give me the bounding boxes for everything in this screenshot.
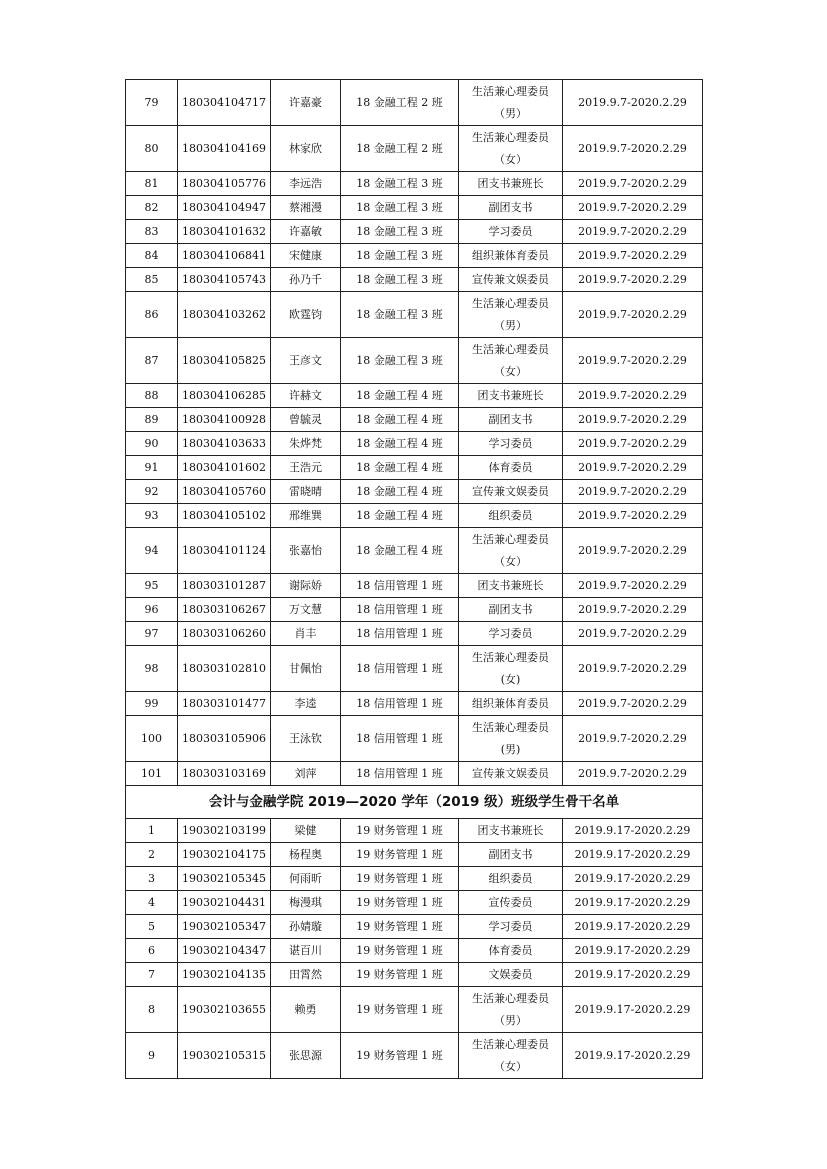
student-id-cell: 190302104135: [178, 963, 271, 987]
role-line: 学习委员: [488, 626, 533, 640]
table-row: [126, 480, 703, 504]
table-row: [126, 867, 703, 891]
role-line: （女）: [494, 152, 527, 166]
student-name-cell: 肖丰: [271, 622, 341, 646]
role-line: （女）: [494, 364, 527, 378]
term-cell: 2019.9.7-2020.2.29: [563, 622, 703, 646]
role-line: 宣传兼文娱委员: [472, 766, 549, 780]
table-row: [126, 196, 703, 220]
role-line: 生活兼心理委员: [472, 130, 549, 144]
student-name-cell: 宋健康: [271, 244, 341, 268]
term-cell: 2019.9.7-2020.2.29: [563, 528, 703, 574]
table-row: [126, 268, 703, 292]
section-title: 会计与金融学院 2019—2020 学年（2019 级）班级学生骨干名单: [126, 786, 703, 819]
row-number-cell: 4: [126, 891, 178, 915]
row-number-cell: 7: [126, 963, 178, 987]
table-row: [126, 622, 703, 646]
student-name-cell: 杨程奥: [271, 843, 341, 867]
student-id-cell: 190302105345: [178, 867, 271, 891]
student-id-cell: 190302104347: [178, 939, 271, 963]
role-cell: [459, 987, 563, 1033]
table-row: [126, 220, 703, 244]
student-id-cell: 180304101602: [178, 456, 271, 480]
class-name-cell: 18 金融工程 4 班: [341, 504, 459, 528]
student-name-cell: 朱烨梵: [271, 432, 341, 456]
table-row: [126, 1033, 703, 1079]
student-name-cell: 梁健: [271, 819, 341, 843]
row-number-cell: 86: [126, 292, 178, 338]
table-row: [126, 80, 703, 126]
term-cell: 2019.9.7-2020.2.29: [563, 408, 703, 432]
role-line: 团支书兼班长: [477, 578, 544, 592]
role-cell: [459, 598, 563, 622]
class-name-cell: 19 财务管理 1 班: [341, 915, 459, 939]
role-line: 副团支书: [488, 847, 533, 861]
term-cell: 2019.9.7-2020.2.29: [563, 338, 703, 384]
class-name-cell: 18 金融工程 4 班: [341, 528, 459, 574]
role-line: 生活兼心理委员: [472, 342, 549, 356]
role-cell: [459, 692, 563, 716]
class-name-cell: 18 信用管理 1 班: [341, 574, 459, 598]
table-row: [126, 504, 703, 528]
role-line: 宣传兼文娱委员: [472, 272, 549, 286]
row-number-cell: 3: [126, 867, 178, 891]
student-id-cell: 190302104431: [178, 891, 271, 915]
row-number-cell: 98: [126, 646, 178, 692]
class-name-cell: 19 财务管理 1 班: [341, 867, 459, 891]
role-cell: [459, 80, 563, 126]
role-line: 生活兼心理委员: [472, 1037, 549, 1051]
role-cell: [459, 646, 563, 692]
role-cell: [459, 456, 563, 480]
student-name-cell: 王彦文: [271, 338, 341, 384]
table-row: [126, 338, 703, 384]
term-cell: 2019.9.7-2020.2.29: [563, 716, 703, 762]
role-line: 副团支书: [488, 412, 533, 426]
row-number-cell: 82: [126, 196, 178, 220]
role-line: 生活兼心理委员: [472, 84, 549, 98]
role-cell: [459, 504, 563, 528]
student-id-cell: 180303106267: [178, 598, 271, 622]
row-number-cell: 83: [126, 220, 178, 244]
role-line: 宣传兼文娱委员: [472, 484, 549, 498]
role-line: 副团支书: [488, 602, 533, 616]
student-name-cell: 李远浩: [271, 172, 341, 196]
student-leaders-table: [125, 79, 703, 1079]
class-name-cell: 18 金融工程 4 班: [341, 432, 459, 456]
role-cell: [459, 1033, 563, 1079]
student-name-cell: 蔡湘漫: [271, 196, 341, 220]
role-cell: [459, 244, 563, 268]
student-id-cell: 190302103199: [178, 819, 271, 843]
row-number-cell: 94: [126, 528, 178, 574]
table-body-section: [126, 786, 703, 819]
table-row: [126, 432, 703, 456]
row-number-cell: 97: [126, 622, 178, 646]
student-id-cell: 180304105102: [178, 504, 271, 528]
role-line: （男）: [494, 106, 527, 120]
table-row: [126, 762, 703, 786]
row-number-cell: 85: [126, 268, 178, 292]
student-name-cell: 万文慧: [271, 598, 341, 622]
student-name-cell: 甘佩怡: [271, 646, 341, 692]
role-line: 宣传委员: [488, 895, 533, 909]
term-cell: 2019.9.17-2020.2.29: [563, 891, 703, 915]
class-name-cell: 18 金融工程 3 班: [341, 196, 459, 220]
class-name-cell: 18 金融工程 3 班: [341, 244, 459, 268]
role-cell: [459, 408, 563, 432]
student-id-cell: 180304105825: [178, 338, 271, 384]
role-line: 组织委员: [488, 871, 533, 885]
student-id-cell: 190302105347: [178, 915, 271, 939]
term-cell: 2019.9.7-2020.2.29: [563, 220, 703, 244]
class-name-cell: 19 财务管理 1 班: [341, 891, 459, 915]
row-number-cell: 96: [126, 598, 178, 622]
role-cell: [459, 963, 563, 987]
student-id-cell: 180304105776: [178, 172, 271, 196]
role-cell: [459, 126, 563, 172]
row-number-cell: 89: [126, 408, 178, 432]
table-row: [126, 716, 703, 762]
row-number-cell: 95: [126, 574, 178, 598]
role-line: 生活兼心理委员: [472, 720, 549, 734]
student-name-cell: 刘萍: [271, 762, 341, 786]
table-row: [126, 692, 703, 716]
student-name-cell: 许赫文: [271, 384, 341, 408]
role-cell: [459, 915, 563, 939]
student-name-cell: 孙乃千: [271, 268, 341, 292]
term-cell: 2019.9.17-2020.2.29: [563, 939, 703, 963]
class-name-cell: 18 金融工程 4 班: [341, 456, 459, 480]
student-name-cell: 何雨昕: [271, 867, 341, 891]
class-name-cell: 18 金融工程 2 班: [341, 80, 459, 126]
class-name-cell: 18 金融工程 4 班: [341, 384, 459, 408]
term-cell: 2019.9.7-2020.2.29: [563, 574, 703, 598]
term-cell: 2019.9.17-2020.2.29: [563, 915, 703, 939]
class-name-cell: 18 金融工程 4 班: [341, 408, 459, 432]
role-line: 学习委员: [488, 919, 533, 933]
table-row: [126, 244, 703, 268]
class-name-cell: 18 金融工程 3 班: [341, 172, 459, 196]
role-line: （女）: [494, 554, 527, 568]
role-line: 文娱委员: [488, 967, 533, 981]
role-cell: [459, 292, 563, 338]
student-name-cell: 梅漫琪: [271, 891, 341, 915]
student-id-cell: 180304101632: [178, 220, 271, 244]
class-name-cell: 18 信用管理 1 班: [341, 762, 459, 786]
student-name-cell: 赖勇: [271, 987, 341, 1033]
row-number-cell: 88: [126, 384, 178, 408]
term-cell: 2019.9.17-2020.2.29: [563, 819, 703, 843]
row-number-cell: 91: [126, 456, 178, 480]
table-row: [126, 843, 703, 867]
role-line: 副团支书: [488, 200, 533, 214]
student-id-cell: 180304104947: [178, 196, 271, 220]
role-cell: [459, 220, 563, 244]
class-name-cell: 18 金融工程 3 班: [341, 338, 459, 384]
role-line: 团支书兼班长: [477, 388, 544, 402]
term-cell: 2019.9.7-2020.2.29: [563, 384, 703, 408]
student-id-cell: 180304104717: [178, 80, 271, 126]
row-number-cell: 6: [126, 939, 178, 963]
table-row: [126, 963, 703, 987]
row-number-cell: 5: [126, 915, 178, 939]
class-name-cell: 18 金融工程 3 班: [341, 268, 459, 292]
class-name-cell: 18 金融工程 2 班: [341, 126, 459, 172]
table-row: [126, 292, 703, 338]
student-name-cell: 林家欣: [271, 126, 341, 172]
student-id-cell: 180303103169: [178, 762, 271, 786]
role-line: (女): [500, 672, 521, 686]
role-cell: [459, 762, 563, 786]
row-number-cell: 8: [126, 987, 178, 1033]
role-line: （男）: [494, 318, 527, 332]
role-cell: [459, 891, 563, 915]
row-number-cell: 81: [126, 172, 178, 196]
section-header-row: [126, 786, 703, 819]
class-name-cell: 19 财务管理 1 班: [341, 939, 459, 963]
table-row: [126, 891, 703, 915]
term-cell: 2019.9.17-2020.2.29: [563, 1033, 703, 1079]
student-name-cell: 许嘉豪: [271, 80, 341, 126]
row-number-cell: 90: [126, 432, 178, 456]
role-cell: [459, 268, 563, 292]
student-id-cell: 180304103633: [178, 432, 271, 456]
term-cell: 2019.9.7-2020.2.29: [563, 762, 703, 786]
row-number-cell: 1: [126, 819, 178, 843]
student-id-cell: 180303101287: [178, 574, 271, 598]
table-row: [126, 408, 703, 432]
term-cell: 2019.9.7-2020.2.29: [563, 598, 703, 622]
role-cell: [459, 819, 563, 843]
term-cell: 2019.9.17-2020.2.29: [563, 867, 703, 891]
role-cell: [459, 384, 563, 408]
table-row: [126, 384, 703, 408]
student-id-cell: 180304101124: [178, 528, 271, 574]
table-row: [126, 646, 703, 692]
student-id-cell: 190302103655: [178, 987, 271, 1033]
class-name-cell: 18 信用管理 1 班: [341, 716, 459, 762]
class-name-cell: 18 信用管理 1 班: [341, 598, 459, 622]
row-number-cell: 99: [126, 692, 178, 716]
role-line: 学习委员: [488, 224, 533, 238]
student-name-cell: 雷晓晴: [271, 480, 341, 504]
role-line: (男): [500, 742, 521, 756]
student-name-cell: 谌百川: [271, 939, 341, 963]
role-cell: [459, 574, 563, 598]
class-name-cell: 18 金融工程 3 班: [341, 292, 459, 338]
role-line: 生活兼心理委员: [472, 650, 549, 664]
table-body-2018: [126, 80, 703, 786]
class-name-cell: 19 财务管理 1 班: [341, 987, 459, 1033]
row-number-cell: 101: [126, 762, 178, 786]
term-cell: 2019.9.7-2020.2.29: [563, 268, 703, 292]
student-id-cell: 180304104169: [178, 126, 271, 172]
role-line: 体育委员: [488, 943, 533, 957]
row-number-cell: 87: [126, 338, 178, 384]
role-line: 生活兼心理委员: [472, 296, 549, 310]
student-name-cell: 谢际娇: [271, 574, 341, 598]
student-name-cell: 田霄然: [271, 963, 341, 987]
student-id-cell: 180304105760: [178, 480, 271, 504]
student-id-cell: 180304106285: [178, 384, 271, 408]
class-name-cell: 19 财务管理 1 班: [341, 963, 459, 987]
table-row: [126, 939, 703, 963]
role-cell: [459, 432, 563, 456]
student-name-cell: 李逵: [271, 692, 341, 716]
student-id-cell: 180303101477: [178, 692, 271, 716]
student-name-cell: 张思源: [271, 1033, 341, 1079]
student-name-cell: 孙婧璇: [271, 915, 341, 939]
term-cell: 2019.9.7-2020.2.29: [563, 196, 703, 220]
student-name-cell: 欧霆钧: [271, 292, 341, 338]
student-id-cell: 180304106841: [178, 244, 271, 268]
role-cell: [459, 172, 563, 196]
term-cell: 2019.9.7-2020.2.29: [563, 172, 703, 196]
student-id-cell: 180304100928: [178, 408, 271, 432]
role-line: 团支书兼班长: [477, 176, 544, 190]
table-row: [126, 987, 703, 1033]
student-name-cell: 邢维巽: [271, 504, 341, 528]
row-number-cell: 93: [126, 504, 178, 528]
term-cell: 2019.9.7-2020.2.29: [563, 646, 703, 692]
role-cell: [459, 867, 563, 891]
student-name-cell: 王泳钦: [271, 716, 341, 762]
role-line: 学习委员: [488, 436, 533, 450]
student-id-cell: 180303105906: [178, 716, 271, 762]
role-line: 生活兼心理委员: [472, 532, 549, 546]
role-line: （女）: [494, 1059, 527, 1073]
term-cell: 2019.9.17-2020.2.29: [563, 987, 703, 1033]
class-name-cell: 18 信用管理 1 班: [341, 622, 459, 646]
role-line: 生活兼心理委员: [472, 991, 549, 1005]
class-name-cell: 18 金融工程 4 班: [341, 480, 459, 504]
student-id-cell: 190302104175: [178, 843, 271, 867]
student-name-cell: 许嘉敏: [271, 220, 341, 244]
student-name-cell: 王浩元: [271, 456, 341, 480]
class-name-cell: 19 财务管理 1 班: [341, 819, 459, 843]
term-cell: 2019.9.7-2020.2.29: [563, 244, 703, 268]
row-number-cell: 79: [126, 80, 178, 126]
student-id-cell: 190302105315: [178, 1033, 271, 1079]
term-cell: 2019.9.7-2020.2.29: [563, 692, 703, 716]
student-name-cell: 张嘉怡: [271, 528, 341, 574]
role-cell: [459, 528, 563, 574]
student-id-cell: 180303106260: [178, 622, 271, 646]
role-cell: [459, 480, 563, 504]
class-name-cell: 18 金融工程 3 班: [341, 220, 459, 244]
table-row: [126, 126, 703, 172]
term-cell: 2019.9.7-2020.2.29: [563, 126, 703, 172]
role-cell: [459, 196, 563, 220]
role-line: 团支书兼班长: [477, 823, 544, 837]
term-cell: 2019.9.7-2020.2.29: [563, 292, 703, 338]
row-number-cell: 100: [126, 716, 178, 762]
table-row: [126, 456, 703, 480]
role-cell: [459, 939, 563, 963]
class-name-cell: 19 财务管理 1 班: [341, 1033, 459, 1079]
role-line: 体育委员: [488, 460, 533, 474]
class-name-cell: 18 信用管理 1 班: [341, 692, 459, 716]
row-number-cell: 84: [126, 244, 178, 268]
term-cell: 2019.9.7-2020.2.29: [563, 504, 703, 528]
term-cell: 2019.9.7-2020.2.29: [563, 456, 703, 480]
student-id-cell: 180304105743: [178, 268, 271, 292]
term-cell: 2019.9.7-2020.2.29: [563, 80, 703, 126]
table-row: [126, 528, 703, 574]
row-number-cell: 80: [126, 126, 178, 172]
table-row: [126, 915, 703, 939]
table-row: [126, 819, 703, 843]
student-name-cell: 曾毓灵: [271, 408, 341, 432]
role-line: 组织委员: [488, 508, 533, 522]
role-cell: [459, 338, 563, 384]
row-number-cell: 2: [126, 843, 178, 867]
term-cell: 2019.9.7-2020.2.29: [563, 480, 703, 504]
role-cell: [459, 622, 563, 646]
term-cell: 2019.9.17-2020.2.29: [563, 963, 703, 987]
role-cell: [459, 843, 563, 867]
student-id-cell: 180303102810: [178, 646, 271, 692]
role-line: （男）: [494, 1013, 527, 1027]
table-row: [126, 172, 703, 196]
row-number-cell: 9: [126, 1033, 178, 1079]
table-body-2019: [126, 819, 703, 1079]
term-cell: 2019.9.17-2020.2.29: [563, 843, 703, 867]
role-cell: [459, 716, 563, 762]
role-line: 组织兼体育委员: [472, 248, 549, 262]
table-row: [126, 598, 703, 622]
term-cell: 2019.9.7-2020.2.29: [563, 432, 703, 456]
class-name-cell: 19 财务管理 1 班: [341, 843, 459, 867]
student-id-cell: 180304103262: [178, 292, 271, 338]
class-name-cell: 18 信用管理 1 班: [341, 646, 459, 692]
table-row: [126, 574, 703, 598]
role-line: 组织兼体育委员: [472, 696, 549, 710]
row-number-cell: 92: [126, 480, 178, 504]
